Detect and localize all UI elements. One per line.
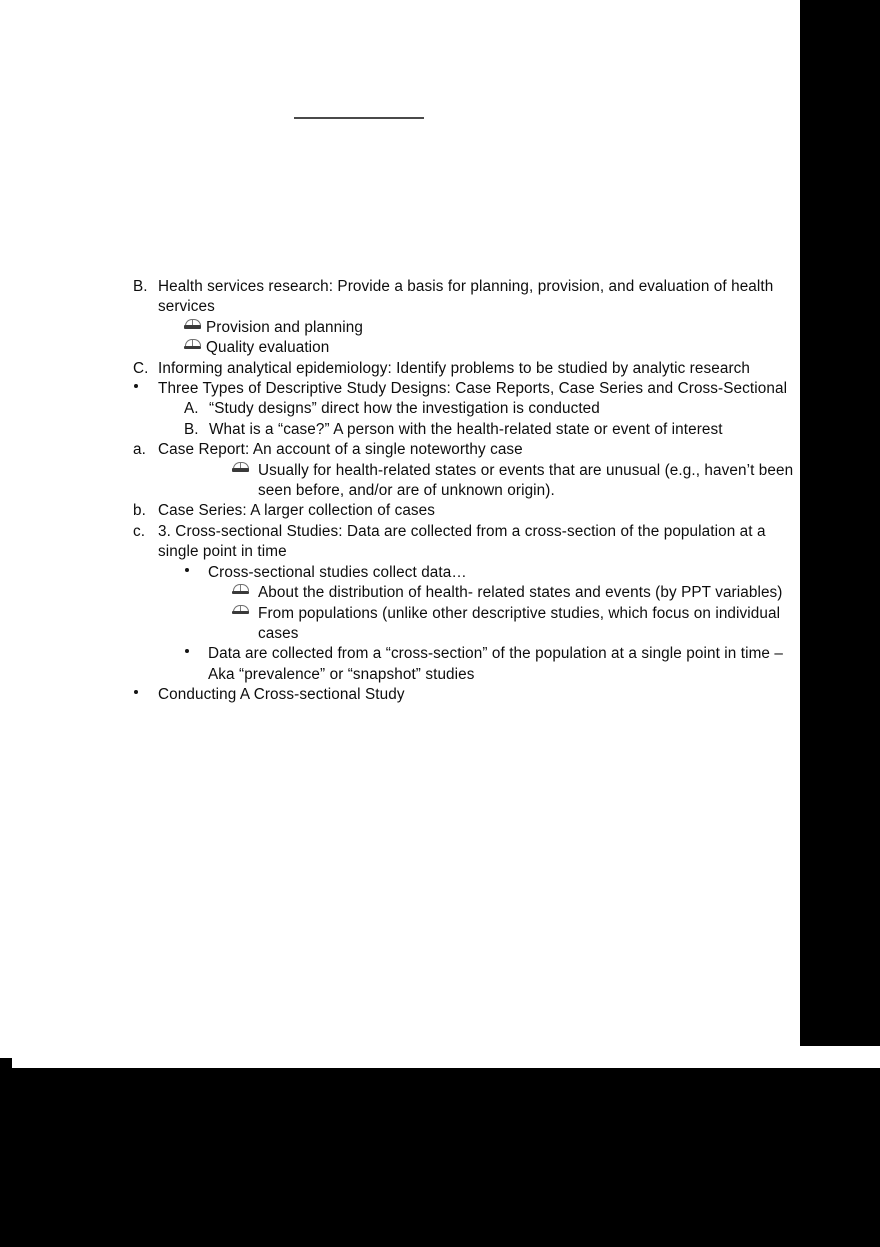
- scan-margin-bottom: [0, 1068, 880, 1247]
- outline-item: [0, 644, 800, 685]
- outline-item-text: Quality evaluation: [206, 339, 330, 357]
- bullet-dot-icon: [133, 379, 138, 399]
- outline-item: [0, 604, 800, 645]
- outline-item-text: Three Types of Descriptive Study Designs: Case Reports, Case Series and Cross-Sectional: [158, 380, 788, 398]
- bullet-dot-icon: [184, 563, 189, 583]
- book-bullet-icon: [232, 583, 249, 603]
- outline-list: [0, 277, 800, 706]
- list-marker-label: b.: [133, 502, 146, 520]
- outline-item: [0, 359, 800, 379]
- outline-item-text: Usually for health-related states or events that are unusual (e.g., haven’t been seen before, and/or are of unknown origin).: [258, 461, 798, 500]
- outline-item-text: Health services research: Provide a basis for planning, provision, and evaluation of health services: [158, 278, 778, 316]
- list-marker-label: C.: [133, 359, 149, 377]
- outline-item: [0, 318, 800, 338]
- list-marker-label: c.: [133, 522, 146, 540]
- outline-item: [0, 563, 800, 583]
- outline-item: [0, 522, 800, 563]
- header-rule: [294, 117, 424, 119]
- outline-item: [0, 379, 800, 399]
- outline-item-text: Case Report: An account of a single noteworthy case: [158, 441, 523, 459]
- list-marker-label: A.: [184, 400, 199, 418]
- book-bullet-icon: [232, 461, 249, 481]
- scan-margin-right: [800, 0, 880, 1046]
- list-marker-label: B.: [133, 278, 148, 295]
- outline-item: [0, 501, 800, 521]
- list-marker-label: a.: [133, 441, 146, 459]
- bullet-dot-icon: [133, 685, 138, 705]
- outline-item-text: Provision and planning: [206, 318, 363, 336]
- outline-item: [0, 440, 800, 460]
- outline-item-text: “Study designs” direct how the investigation is conducted: [209, 400, 600, 418]
- outline-item-text: About the distribution of health- related states and events (by PPT variables): [258, 584, 783, 602]
- outline-item-text: 3. Cross-sectional Studies: Data are collected from a cross-section of the population at a single point in time: [158, 522, 770, 561]
- outline-item-text: Case Series: A larger collection of cases: [158, 502, 436, 520]
- outline-item: [0, 420, 800, 440]
- outline-item: [0, 461, 800, 502]
- outline-item-text: What is a “case?” A person with the health-related state or event of interest: [209, 420, 723, 438]
- outline-item: [0, 685, 800, 705]
- outline-item-text: Informing analytical epidemiology: Identify problems to be studied by analytic research: [158, 359, 750, 377]
- book-bullet-icon: [184, 318, 201, 338]
- outline-item: [0, 583, 800, 603]
- bullet-dot-icon: [184, 644, 189, 664]
- outline-item-text: Cross-sectional studies collect data…: [208, 563, 467, 581]
- book-bullet-icon: [184, 338, 201, 358]
- outline-item: [0, 277, 800, 318]
- book-bullet-icon: [232, 604, 249, 624]
- outline-item: [0, 338, 800, 358]
- list-marker-label: B.: [184, 420, 199, 438]
- outline-item: [0, 399, 800, 419]
- outline-item-text: From populations (unlike other descriptive studies, which focus on individual cases: [258, 604, 785, 642]
- outline-item-text: Conducting A Cross-sectional Study: [158, 686, 405, 704]
- outline-item-text: Data are collected from a “cross-section” of the population at a single point in time – Aka “prevalence” or “snapshot” studies: [208, 645, 787, 683]
